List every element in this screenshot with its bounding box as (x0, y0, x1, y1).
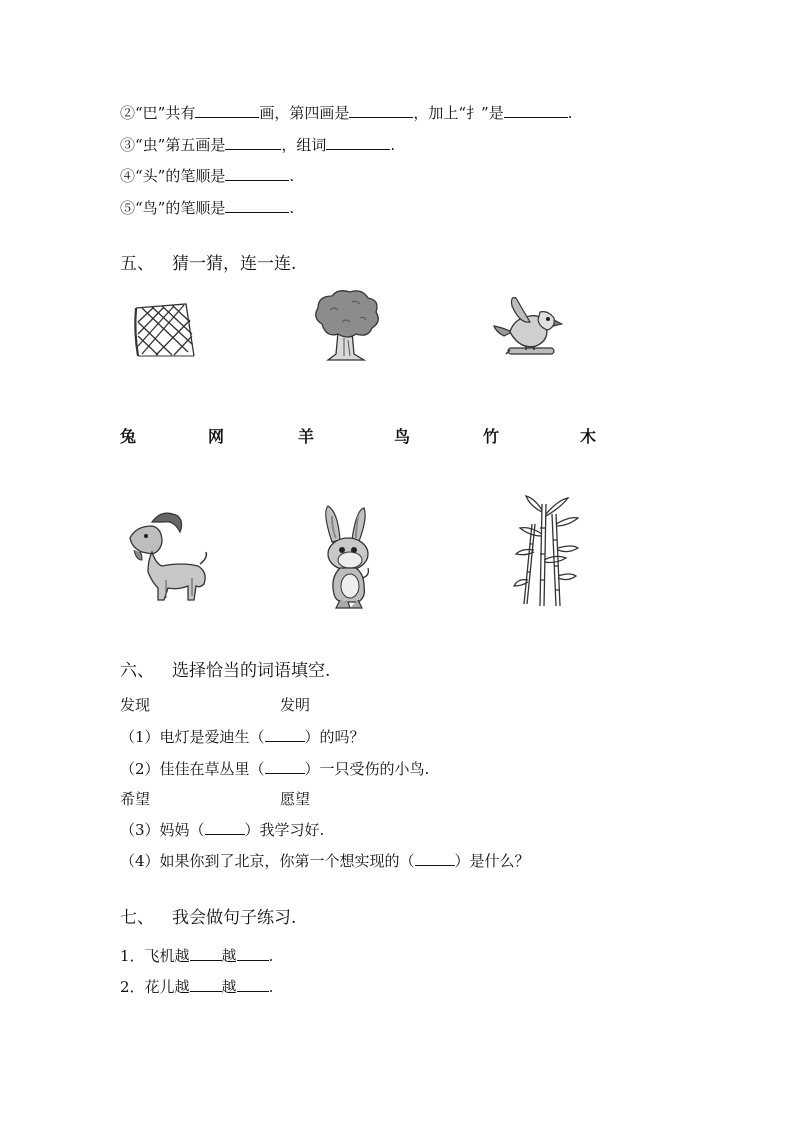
answer-blank[interactable] (225, 165, 289, 181)
q2-text-2: 画，第四画是 (259, 104, 350, 122)
goat-icon (122, 508, 212, 604)
q5-text-2: . (289, 199, 295, 217)
answer-blank[interactable] (190, 945, 222, 961)
fill-text: （4）如果你到了北京，你第一个想实现的（ (120, 852, 415, 870)
word-bamboo[interactable]: 竹 (483, 427, 500, 446)
q3-text-1: ③“虫”第五画是 (120, 136, 226, 154)
answer-blank[interactable] (349, 102, 413, 118)
fill-text: ）一只受伤的小鸟. (304, 760, 430, 778)
section5-number: 五、 (120, 254, 154, 274)
answer-blank[interactable] (190, 976, 222, 992)
section7-title: 我会做句子练习. (172, 908, 297, 928)
sentence-text: 2．花儿越 (120, 978, 190, 996)
tree-icon (308, 288, 384, 364)
choice-word: 希望 (120, 790, 151, 808)
rabbit-icon (318, 502, 384, 612)
word-rabbit[interactable]: 兔 (120, 427, 137, 446)
answer-blank[interactable] (237, 976, 269, 992)
question-q2 (120, 102, 572, 123)
answer-blank[interactable] (265, 758, 305, 774)
fill-text: ）的吗？ (304, 728, 365, 746)
fill-question-4 (120, 850, 530, 871)
question-q3 (120, 134, 395, 155)
fill-text: ）我学习好. (244, 821, 325, 839)
answer-blank[interactable] (205, 819, 245, 835)
fill-text: （2）佳佳在草丛里（ (120, 760, 265, 778)
fill-question-2 (120, 758, 429, 779)
answer-blank[interactable] (415, 850, 455, 866)
sentence-text: 1．飞机越 (120, 947, 190, 965)
answer-blank[interactable] (265, 726, 305, 742)
section7-number: 七、 (120, 908, 154, 928)
q4-text-1: ④“头”的笔顺是 (120, 167, 226, 185)
question-q5 (120, 197, 294, 218)
sentence-text: 越 (221, 947, 237, 965)
fill-question-1 (120, 726, 365, 747)
fill-text: （3）妈妈（ (120, 821, 205, 839)
fill-question-3 (120, 819, 324, 840)
q2-text-4: . (567, 104, 573, 122)
section6-heading (120, 660, 330, 682)
word-choice-pair-2 (120, 789, 311, 809)
sentence-text: . (268, 947, 274, 965)
q5-text-1: ⑤“鸟”的笔顺是 (120, 199, 226, 217)
section5-title: 猜一猜，连一连. (172, 254, 297, 274)
question-q4 (120, 165, 294, 186)
sentence-text: . (268, 978, 274, 996)
sentence-exercise-2 (120, 976, 273, 997)
section7-heading (120, 907, 296, 929)
answer-blank[interactable] (225, 134, 281, 150)
word-bird[interactable]: 鸟 (394, 427, 411, 446)
sentence-text: 越 (221, 978, 237, 996)
q3-text-2: ，组词 (281, 136, 327, 154)
word-wood[interactable]: 木 (580, 427, 597, 446)
section5-heading (120, 253, 296, 275)
answer-blank[interactable] (504, 102, 568, 118)
choice-word: 发明 (280, 696, 311, 714)
word-net[interactable]: 网 (208, 427, 225, 446)
answer-blank[interactable] (237, 945, 269, 961)
section6-title: 选择恰当的词语填空. (172, 661, 331, 681)
q3-text-3: . (390, 136, 396, 154)
fill-text: ）是什么？ (454, 852, 530, 870)
word-goat[interactable]: 羊 (298, 427, 315, 446)
answer-blank[interactable] (195, 102, 259, 118)
bird-icon (490, 292, 570, 362)
bamboo-icon (512, 494, 582, 610)
answer-blank[interactable] (225, 197, 289, 213)
section6-number: 六、 (120, 661, 154, 681)
fill-text: （1）电灯是爱迪生（ (120, 728, 265, 746)
choice-word: 愿望 (280, 790, 311, 808)
choice-word: 发现 (120, 696, 151, 714)
answer-blank[interactable] (326, 134, 390, 150)
word-choice-pair-1 (120, 695, 311, 715)
q2-text-3: ，加上“扌”是 (413, 104, 504, 122)
q2-text-1: ②“巴”共有 (120, 104, 196, 122)
q4-text-2: . (289, 167, 295, 185)
net-icon (128, 300, 200, 362)
sentence-exercise-1 (120, 945, 273, 966)
